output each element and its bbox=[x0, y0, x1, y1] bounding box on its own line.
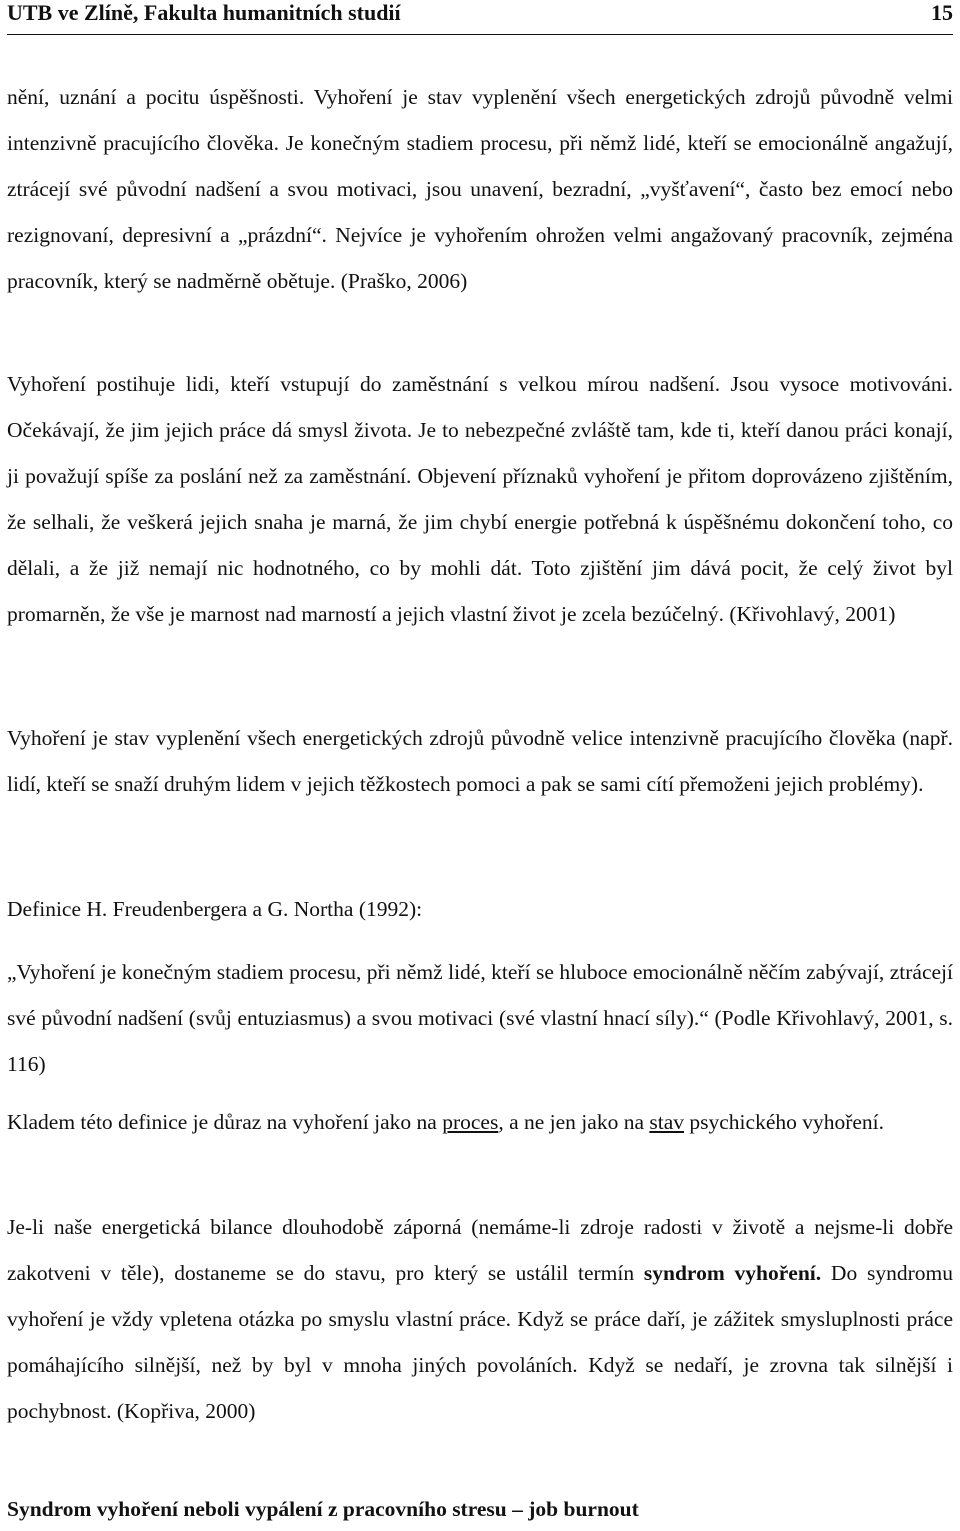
header-title: UTB ve Zlíně, Fakulta humanitních studií bbox=[7, 0, 401, 25]
paragraph-7 bbox=[7, 1204, 953, 1434]
p6-after: psychického vyhoření. bbox=[684, 1110, 885, 1134]
underlined-proces: proces bbox=[442, 1110, 499, 1134]
paragraph-4: Definice H. Freudenbergera a G. Northa (1992): bbox=[7, 897, 423, 921]
page-number: 15 bbox=[931, 0, 953, 25]
paragraph-1: nění, uznání a pocitu úspěšnosti. Vyhoření je stav vyplenění všech energetických zdrojů původně velmi intenzivně pracujícího člověka. Je konečným stadiem procesu, při němž lidé, kteří se emocionálně angažují, ztrácejí své původní nadšení a svou motivaci, jsou unavení, bezradní, „vyšťavení“, často bez emocí nebo rezignovaní, depresivní a „prázdní“. Nejvíce je vyhořením ohrožen velmi angažovaný pracovník, zejména pracovník, který se nadměrně obětuje. (Praško, 2006) bbox=[7, 85, 953, 293]
term-syndrom-vyhoreni: syndrom vyhoření. bbox=[643, 1261, 822, 1285]
quote-paragraph: „Vyhoření je konečným stadiem procesu, při němž lidé, kteří se hluboce emocionálně něčím zabývají, ztrácejí své původní nadšení (svůj entuziasmus) a svou motivaci (své vlastní hnací síly).“ (Podle Křivohlavý, 2001, s. 116) bbox=[7, 960, 953, 1076]
paragraph-2: Vyhoření postihuje lidi, kteří vstupují do zaměstnání s velkou mírou nadšení. Jsou vysoce motivováni. Očekávají, že jim jejich práce dá smysl života. Je to nebezpečné zvláště tam, kde ti, kteří danou práci konají, ji považují spíše za poslání než za zaměstnání. Objevení příznaků vyhoření je přitom doprovázeno zjištěním, že selhali, že veškerá jejich snaha je marná, že jim chybí energie potřebná k úspěšnému dokončení toho, co dělali, a že již nemají nic hodnotného, co by mohli dát. Toto zjištění jim dává pocit, že celý život byl promarněn, že vše je marnost nad marností a jejich vlastní život je zcela bezúčelný. (Křivohlavý, 2001) bbox=[7, 372, 953, 626]
underlined-stav: stav bbox=[649, 1110, 685, 1134]
paragraph-6 bbox=[7, 1099, 953, 1145]
p7-after: Do syndromu vyhoření je vždy vpletena otázka po smyslu vlastní práce. Když se práce daří, je zážitek smysluplnosti práce pomáhajícího silnější, než by byl v mnoha jiných povoláních. Když se nedaří, je zrovna tak silnější i pochybnost. (Kopřiva, 2000) bbox=[7, 1261, 953, 1423]
section-heading: Syndrom vyhoření neboli vypálení z pracovního stresu – job burnout bbox=[7, 1497, 639, 1521]
paragraph-3: Vyhoření je stav vyplenění všech energetických zdrojů původně velice intenzivně pracujícího člověka (např. lidí, kteří se snaží druhým lidem v jejich těžkostech pomoci a pak se sami cítí přemoženi jejich problémy). bbox=[7, 726, 953, 796]
p6-middle: , a ne jen jako na bbox=[498, 1110, 650, 1134]
p6-before: Kladem této definice je důraz na vyhoření jako na bbox=[7, 1110, 443, 1134]
page-header bbox=[7, 0, 953, 35]
p7-before: Je-li naše energetická bilance dlouhodobě záporná (nemáme-li zdroje radosti v životě a nejsme-li dobře zakotveni v těle), dostaneme se do stavu, pro který se ustálil termín bbox=[7, 1215, 953, 1285]
